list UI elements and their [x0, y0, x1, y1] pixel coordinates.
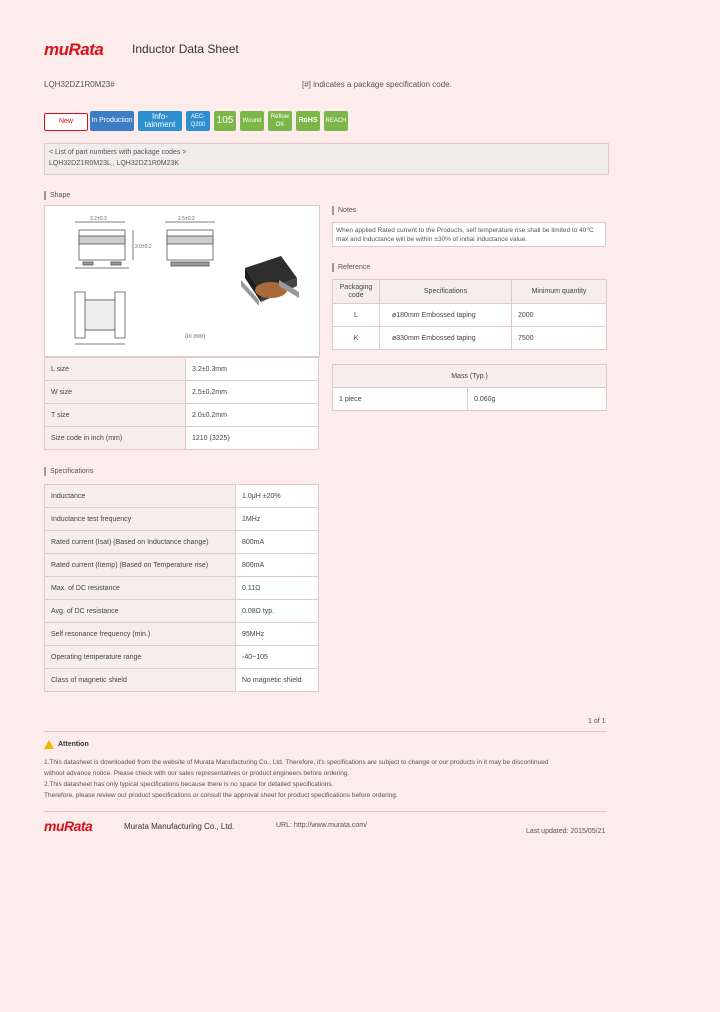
table-row: Size code in inch (mm) 1210 (3225) — [45, 427, 319, 450]
last-updated: Last updated: 2015/05/21 — [526, 828, 606, 835]
part-list-items: LQH32DZ1R0M23L , LQH32DZ1R0M23K — [49, 160, 180, 167]
attention-heading — [44, 740, 89, 749]
shape-section-label: Shape — [44, 191, 70, 200]
table-row: Max. of DC resistance 0.11Ω — [45, 577, 319, 600]
shape-table — [44, 357, 319, 450]
attention-text: 1.This datasheet is downloaded from the website of Murata Manufacturing Co., Ltd. Therefore, it's specifications are subject to change or our products in it may be discontinued without advance notice. Please check with our sales representatives or product engineers before ordering. 2.This datasheet has only typical specifications because there is no space for detailed specifications. Therefore, please review our product specifications or consult the approval sheet for product specifications before ordering. — [44, 759, 549, 799]
table-row: Class of magnetic shield No magnetic shield — [45, 669, 319, 692]
badge-reach: REACH — [324, 111, 348, 131]
badge-wound: Wound — [240, 111, 264, 131]
unit-note: (in mm) — [185, 334, 206, 340]
table-row: Inductance test frequency 1MHz — [45, 508, 319, 531]
badge-in-production: In Production — [90, 111, 134, 131]
divider — [44, 731, 607, 732]
badge-105: 105 — [214, 111, 236, 131]
badge-rohs: RoHS — [296, 111, 320, 131]
table-row: Inductance 1.0μH ±20% — [45, 485, 319, 508]
footer-murata-logo: muRata — [44, 818, 93, 834]
table-row: 1 piece 0.060g — [333, 388, 607, 411]
specifications-section-label: Specifications — [44, 467, 93, 476]
badge-aec-q200: AEC-Q200 — [186, 111, 210, 131]
page-title: Inductor Data Sheet — [132, 42, 239, 56]
svg-text:3.2±0.3: 3.2±0.3 — [90, 216, 107, 222]
murata-logo: muRata — [44, 40, 104, 59]
inductor-3d-image — [241, 256, 299, 306]
dimension-drawing — [45, 206, 319, 356]
part-list-box — [44, 143, 609, 175]
notes-text: When applied Rated current to the Products, self temperature rise shall be limited to 40°C max and inductance will be within ±30% of initial inductance value. — [332, 222, 606, 247]
badge-new: New — [44, 113, 88, 131]
badge-reflow-ok: Reflow OK — [268, 111, 292, 131]
shape-drawing — [44, 205, 320, 357]
specifications-table — [44, 484, 319, 692]
part-number: LQH32DZ1R0M23# — [44, 80, 115, 89]
attention-title: Attention — [58, 741, 89, 748]
part-list-heading: < List of part numbers with package codes > — [49, 149, 187, 156]
notes-section-label: Notes — [332, 206, 356, 215]
svg-text:2.5±0.2: 2.5±0.2 — [178, 216, 195, 222]
svg-text:2.0±0.2: 2.0±0.2 — [135, 244, 152, 250]
table-row: Avg. of DC resistance 0.08Ω typ. — [45, 600, 319, 623]
company-url[interactable]: URL: http://www.murata.com/ — [276, 822, 368, 829]
table-row: Self resonance frequency (min.) 95MHz — [45, 623, 319, 646]
table-row: L size 3.2±0.3mm — [45, 358, 319, 381]
reference-section-label: Reference — [332, 263, 370, 272]
table-row: Rated current (Itemp) (Based on Temperature rise) 800mA — [45, 554, 319, 577]
reference-table — [332, 279, 607, 350]
table-row: K ø330mm Embossed taping 7500 — [333, 327, 607, 350]
badge-infotainment: Info-tainment — [138, 111, 182, 131]
table-row: Operating temperature range -40~105 — [45, 646, 319, 669]
mass-table — [332, 364, 607, 411]
table-row: W size 2.5±0.2mm — [45, 381, 319, 404]
warning-icon — [44, 740, 54, 749]
table-row: L ø180mm Embossed taping 2000 — [333, 304, 607, 327]
table-header-row: Packaging code Specifications Minimum quantity — [333, 280, 607, 304]
page-indicator: 1 of 1 — [588, 718, 606, 725]
table-row: Rated current (Isat) (Based on Inductance change) 800mA — [45, 531, 319, 554]
package-code-note: [#] indicates a package specification code. — [302, 80, 452, 89]
table-header-row: Mass (Typ.) — [333, 365, 607, 388]
company-name: Murata Manufacturing Co., Ltd. — [124, 822, 235, 831]
divider — [44, 811, 607, 812]
table-row: T size 2.0±0.2mm — [45, 404, 319, 427]
